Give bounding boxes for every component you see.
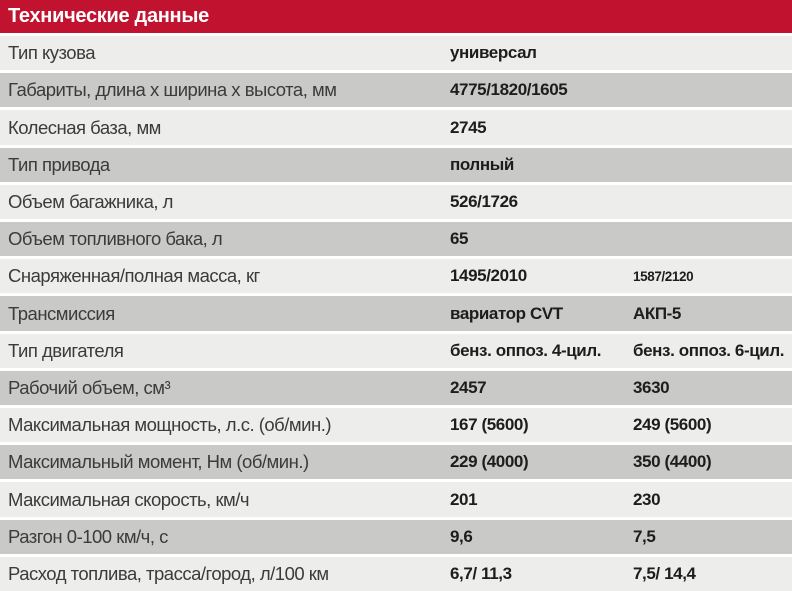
table-row <box>0 148 792 182</box>
spec-label: Тип привода <box>8 153 110 175</box>
spec-label: Расход топлива, трасса/город, л/100 км <box>8 562 329 584</box>
spec-value-primary: бенз. оппоз. 4-цил. <box>450 340 602 360</box>
table-row <box>0 296 792 330</box>
spec-value-primary: 65 <box>450 229 469 249</box>
spec-value-secondary: 7,5 <box>633 526 656 546</box>
spec-label: Колесная база, мм <box>8 116 161 138</box>
spec-label: Тип двигателя <box>8 339 124 361</box>
table-row <box>0 334 792 368</box>
spec-value-secondary: АКП-5 <box>633 303 681 323</box>
spec-value-secondary: 230 <box>633 489 661 509</box>
page-title: Технические данные <box>8 5 209 27</box>
table-row <box>0 259 792 293</box>
spec-label: Объем топливного бака, л <box>8 228 223 250</box>
spec-label: Габариты, длина х ширина х высота, мм <box>8 79 337 101</box>
table-row <box>0 520 792 554</box>
spec-label: Максимальная скорость, км/ч <box>8 488 250 510</box>
table-row <box>0 222 792 256</box>
table-row <box>0 445 792 479</box>
table-row <box>0 73 792 107</box>
spec-value-primary: 229 (4000) <box>450 452 529 472</box>
spec-label: Рабочий объем, см³ <box>8 376 171 398</box>
spec-label: Объем багажника, л <box>8 190 173 212</box>
table-row <box>0 371 792 405</box>
spec-value-primary: 201 <box>450 489 478 509</box>
spec-value-primary: 2745 <box>450 117 487 137</box>
spec-value-primary: 1495/2010 <box>450 266 527 286</box>
spec-value-secondary: 249 (5600) <box>633 415 712 435</box>
table-row <box>0 482 792 516</box>
header-bar <box>0 0 792 33</box>
spec-value-primary: 9,6 <box>450 526 473 546</box>
table-row <box>0 110 792 144</box>
spec-label: Снаряженная/полная масса, кг <box>8 265 260 287</box>
table-row <box>0 185 792 219</box>
spec-value-primary: 167 (5600) <box>450 415 529 435</box>
spec-value-secondary: 3630 <box>633 377 670 397</box>
spec-value-secondary: 350 (4400) <box>633 452 712 472</box>
spec-value-primary: вариатор CVT <box>450 303 563 323</box>
spec-value-secondary: бенз. оппоз. 6-цил. <box>633 340 785 360</box>
table-row <box>0 36 792 70</box>
spec-value-secondary: 1587/2120 <box>633 268 694 284</box>
spec-value-primary: полный <box>450 154 514 174</box>
spec-value-primary: 526/1726 <box>450 191 518 211</box>
spec-value-primary: 6,7/ 11,3 <box>450 563 512 583</box>
spec-label: Максимальная мощность, л.с. (об/мин.) <box>8 414 331 436</box>
spec-value-primary: 4775/1820/1605 <box>450 80 568 100</box>
spec-label: Разгон 0-100 км/ч, с <box>8 525 168 547</box>
spec-label: Трансмиссия <box>8 302 115 324</box>
table-row <box>0 408 792 442</box>
spec-label: Максимальный момент, Нм (об/мин.) <box>8 451 309 473</box>
spec-label: Тип кузова <box>8 42 96 64</box>
spec-value-primary: универсал <box>450 43 537 63</box>
table-row <box>0 557 792 591</box>
spec-value-secondary: 7,5/ 14,4 <box>633 563 696 583</box>
spec-value-primary: 2457 <box>450 377 487 397</box>
